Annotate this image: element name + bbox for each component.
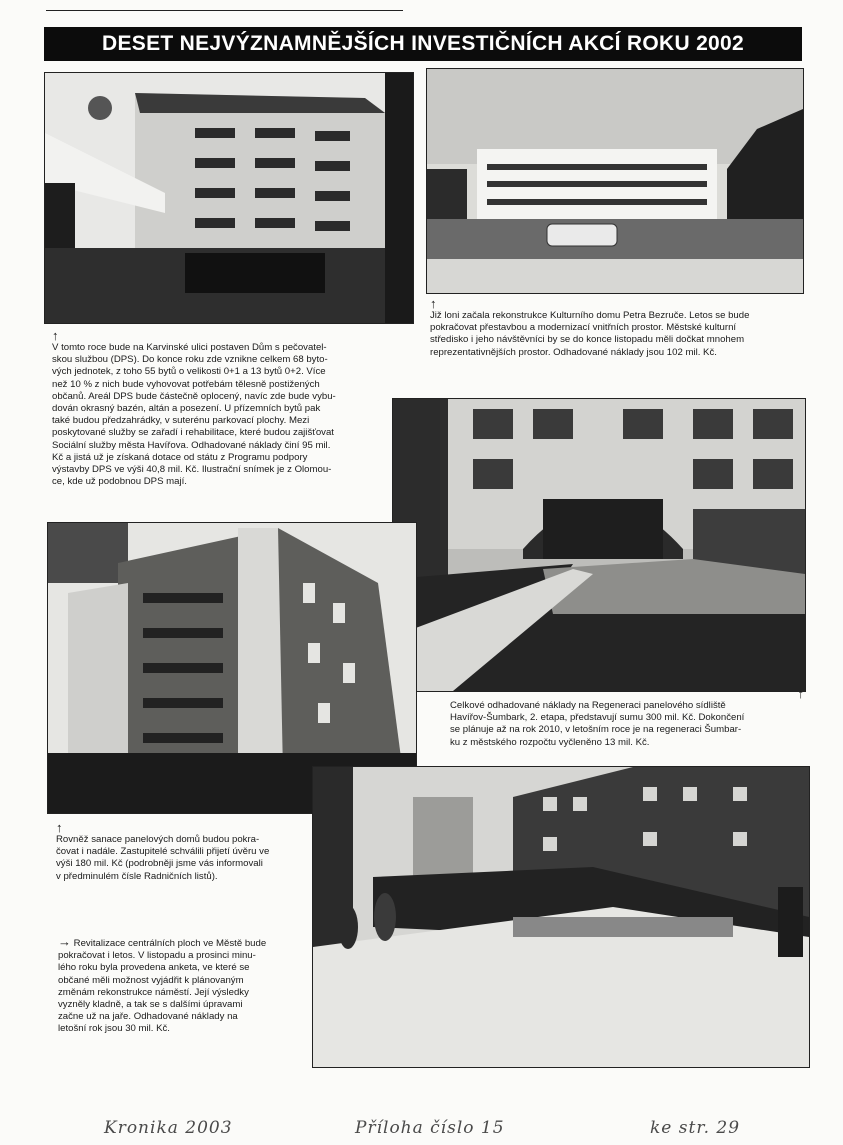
handwritten-center: Příloha číslo 15 xyxy=(355,1118,505,1138)
arrow-up-icon: ↑ xyxy=(797,686,804,701)
arrow-up-icon: ↑ xyxy=(430,296,437,311)
photo-dps-building xyxy=(44,72,414,324)
photo-kulturni-dum xyxy=(426,68,804,294)
caption-revitalizace: → Revitalizace centrálních ploch ve Městě bude pokračovat i letos. V listopadu a prosinci minu- lého roku byla provedena anketa, ve které se občané měli možnost vyjádřit k plánovaným změnám rekonstrukce náměstí. Její výsledky vyzněly kladně, a tak se s dalšími úpravami začne už na jaře. Odhadované náklady na letošní rok jsou 30 mil. Kč. xyxy=(58,934,267,1035)
handwritten-left: Kronika 2003 xyxy=(104,1118,233,1138)
top-rule xyxy=(46,10,403,11)
caption-sanace: ↑ Rovněž sanace panelových domů budou pokra- čovat i nadále. Zastupitelé schválili přijetí úvěru ve výši 180 mil. Kč (podrobněji jsme vás informovali v předminulém čísle Radničních listů). xyxy=(56,822,306,883)
photo-sumbark-entrance xyxy=(392,398,806,692)
caption-regenerace: ↑ Celkové odhadované náklady na Regeneraci panelového sídliště Havířov-Šumbark, 2. etapa, představují sumu 300 mil. Kč. Dokončení se plánuje až na rok 2010, v letošním roce je na regeneraci Šumbar- ku z městského rozpočtu vyčleněno 13 mil. Kč. xyxy=(450,686,804,748)
arrow-right-icon: → xyxy=(58,934,71,949)
handwritten-right: ke str. 29 xyxy=(650,1118,741,1138)
arrow-up-icon: ↑ xyxy=(56,820,63,835)
photo-central-square xyxy=(312,766,810,1068)
caption-kulturni-dum: ↑ Již loni začala rekonstrukce Kulturního domu Petra Bezruče. Letos se bude pokračovat přestavbou a modernizací vnitřních prostor. Městské kulturní středisko i jeho návštěvníci by se do konce listopadu měli dočkat mnohem reprezentativnějších prostor. Odhadované náklady jsou 102 mil. Kč. xyxy=(430,298,802,359)
caption-dps: ↑ V tomto roce bude na Karvinské ulici postaven Dům s pečovatel- skou službou (DPS). Do konce roku zde vznikne celkem 68 byto- vých jednotek, z toho 55 bytů o velikosti 0+1 a 13 bytů 0+2. Více než 10 % z nich bude vyhovovat potřebám tělesně postižených občanů. Areál DPS bude částečně oplocený, navíc zde bude vybu- dován okrasný bazén, altán a posezení. U přízemních bytů pak také budou předzahrádky, v suterénu parkovací plochy. Mezi poskytované služby se zařadí i rehabilitace, které budou zajišťovat Sociální služby města Havířova. Odhadované náklady činí 95 mil. Kč a jistá už je získaná dotace od státu z Programu podpory výstavby DPS ve výši 40,8 mil. Kč. Ilustrační snímek je z Olomou- ce, kde už podobnou DPS mají. xyxy=(52,330,412,488)
arrow-up-icon: ↑ xyxy=(52,328,59,343)
page-headline: DESET NEJVÝZNAMNĚJŠÍCH INVESTIČNÍCH AKCÍ ROKU 2002 xyxy=(44,27,802,61)
